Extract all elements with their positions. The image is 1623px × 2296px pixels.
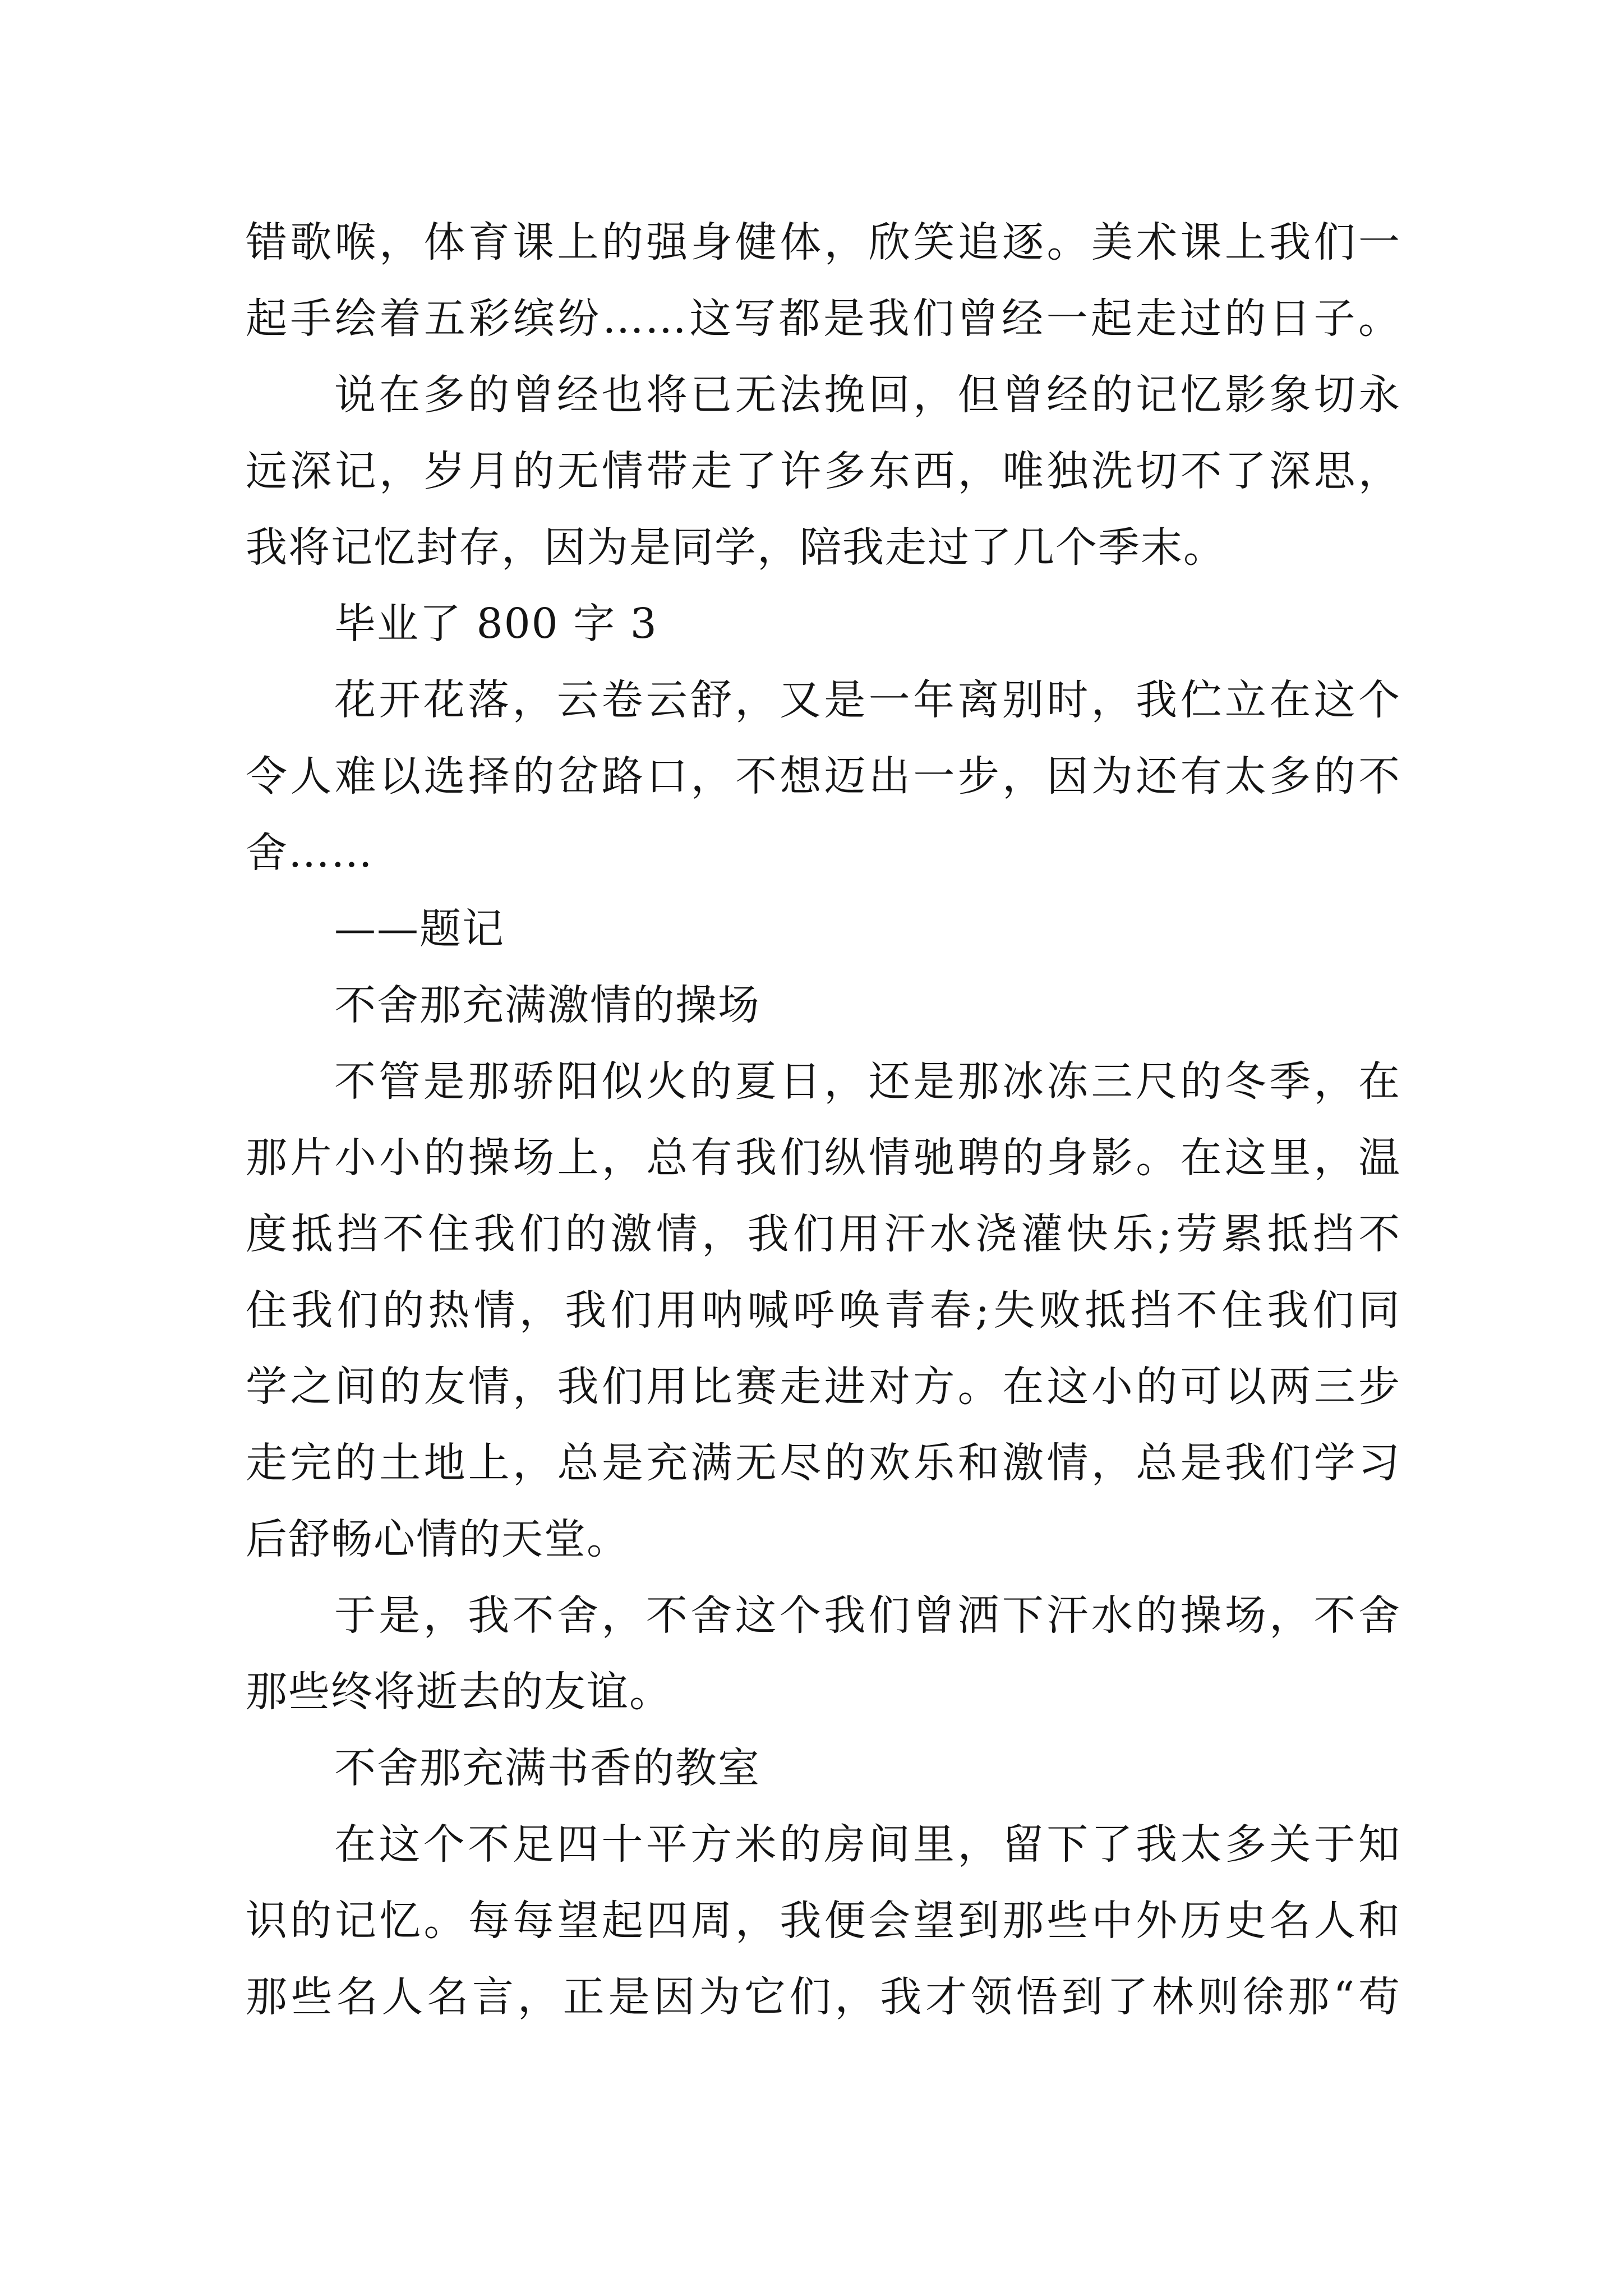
text-line: 起手绘着五彩缤纷……这写都是我们曾经一起走过的日子。: [246, 295, 1401, 343]
text-line: 那片小小的操场上，总有我们纵情驰聘的身影。在这里，温: [246, 1134, 1401, 1182]
paragraph-first-line: 花开花落，云卷云舒，又是一年离别时，我伫立在这个: [334, 676, 1401, 724]
text-line: 识的记忆。每每望起四周，我便会望到那些中外历史名人和: [246, 1897, 1401, 1945]
paragraph-first-line: 说在多的曾经也将已无法挽回，但曾经的记忆影象切永: [334, 371, 1401, 419]
text-line: 后舒畅心情的天堂。: [246, 1515, 629, 1563]
text-line: 远深记，岁月的无情带走了许多东西，唯独洗切不了深思，: [246, 447, 1401, 495]
paragraph-first-line: 不管是那骄阳似火的夏日，还是那冰冻三尺的冬季，在: [334, 1057, 1401, 1106]
text-line: 住我们的热情，我们用呐喊呼唤青春;失败抵挡不住我们同: [246, 1286, 1401, 1335]
section-heading: 毕业了 800 字 3: [334, 600, 658, 648]
subheading: 不舍那充满书香的教室: [334, 1744, 760, 1792]
text-line: 那些名人名言，正是因为它们，我才领悟到了林则徐那“苟: [246, 1973, 1401, 2021]
text-line: 舍……: [246, 829, 374, 877]
text-line: 度抵挡不住我们的激情，我们用汗水浇灌快乐;劳累抵挡不: [246, 1210, 1401, 1258]
epigraph-attribution: ——题记: [334, 905, 505, 953]
text-line: 令人难以选择的岔路口，不想迈出一步，因为还有太多的不: [246, 752, 1401, 800]
text-line: 走完的土地上，总是充满无尽的欢乐和激情，总是我们学习: [246, 1439, 1401, 1487]
text-line: 我将记忆封存，因为是同学，陪我走过了几个季末。: [246, 523, 1226, 572]
subheading: 不舍那充满激情的操场: [334, 981, 760, 1029]
text-line: 那些终将逝去的友谊。: [246, 1668, 672, 1716]
paragraph-first-line: 于是，我不舍，不舍这个我们曾洒下汗水的操场，不舍: [334, 1591, 1401, 1640]
text-line: 学之间的友情，我们用比赛走进对方。在这小的可以两三步: [246, 1363, 1401, 1411]
paragraph-first-line: 在这个不足四十平方米的房间里，留下了我太多关于知: [334, 1820, 1401, 1869]
text-line: 错歌喉，体育课上的强身健体，欣笑追逐。美术课上我们一: [246, 218, 1401, 266]
